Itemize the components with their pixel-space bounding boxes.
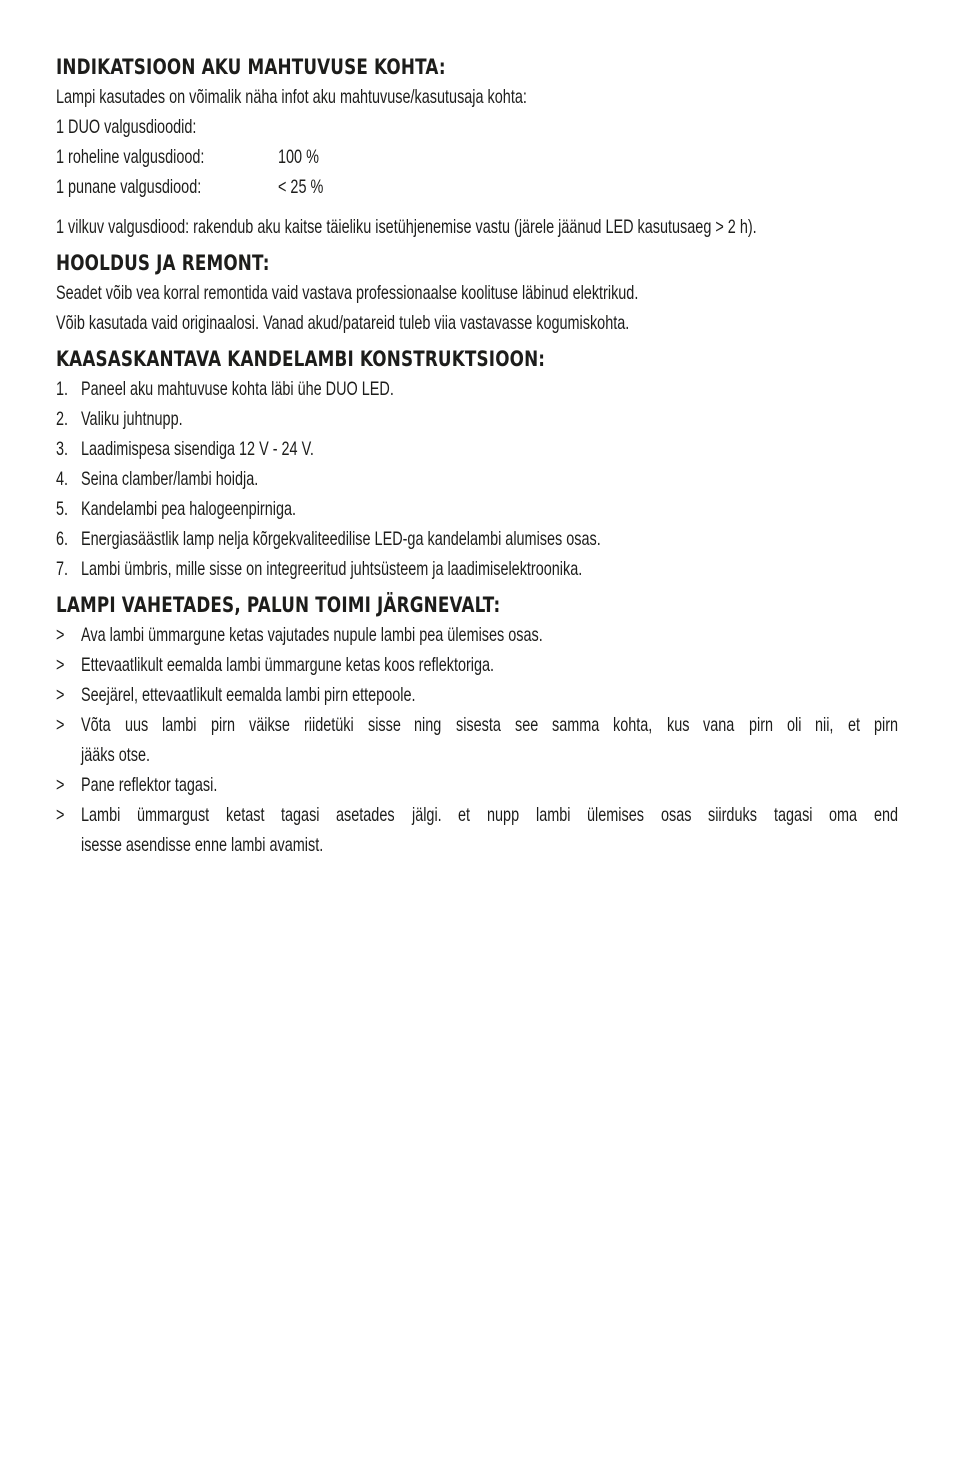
green-led-row [56, 142, 898, 172]
green-led-value: 100 % [278, 146, 319, 168]
list-item: 2. Valiku juhtnupp. [56, 408, 183, 430]
construction-list [56, 374, 898, 584]
justified-line: Lambi ümmargust ketast tagasi asetades jälgi. et nupp lambi ülemises osas siirduks tagasi oma end [81, 804, 898, 826]
justified-line: Võta uus lambi pirn väikse riidetüki sisse ning sisesta see samma kohta, kus vana pirn oli nii, et pirn [81, 714, 899, 736]
list-item: > Lambi ümmargust ketast tagasi asetades jälgi. et nupp lambi ülemises osas siirduks tagasi oma end isesse asendisse enne lambi avamist. [56, 800, 898, 860]
section-title-battery-indication: INDIKATSIOON AKU MAHTUVUSE KOHTA: [56, 55, 446, 79]
battery-intro-text: Lampi kasutades on võimalik näha infot aku mahtuvuse/kasutusaja kohta: [56, 86, 527, 108]
duo-led-label: 1 DUO valgusdioodid: [56, 116, 197, 138]
list-item: > Võta uus lambi pirn väikse riidetüki sisse ning sisesta see samma kohta, kus vana pirn oli nii, et pirn jääks otse. [56, 710, 898, 770]
document-page [56, 52, 898, 860]
section-title-construction: KAASASKANTAVA KANDELAMBI KONSTRUKTSIOON: [56, 347, 546, 371]
list-item: 1. Paneel aku mahtuvuse kohta läbi ühe DUO LED. [56, 378, 394, 400]
list-item: 7. Lambi ümbris, mille sisse on integreeritud juhtsüsteem ja laadimiselektroonika. [56, 558, 583, 580]
list-item: 6. Energiasäästlik lamp nelja kõrgekvaliteedilise LED-ga kandelambi alumises osas. [56, 528, 601, 550]
section-title-maintenance: HOOLDUS JA REMONT: [56, 251, 270, 275]
green-led-label: 1 roheline valgusdiood: [56, 146, 205, 168]
list-item: > Seejärel, ettevaatlikult eemalda lambi pirn ettepoole. [56, 684, 416, 706]
red-led-row [56, 172, 898, 202]
section-title-lamp-replacement: LAMPI VAHETADES, PALUN TOIMI JÄRGNEVALT: [56, 593, 501, 617]
list-item: > Ava lambi ümmargune ketas vajutades nupule lambi pea ülemises osas. [56, 624, 543, 646]
list-item: 3. Laadimispesa sisendiga 12 V - 24 V. [56, 438, 314, 460]
list-item: 4. Seina clamber/lambi hoidja. [56, 468, 259, 490]
list-item: > Pane reflektor tagasi. [56, 774, 218, 796]
replacement-list [56, 620, 898, 860]
list-item: 5. Kandelambi pea halogeenpirniga. [56, 498, 297, 520]
red-led-label: 1 punane valgusdiood: [56, 176, 202, 198]
list-item: > Ettevaatlikult eemalda lambi ümmargune ketas koos reflektoriga. [56, 654, 495, 676]
maintenance-line-2: Võib kasutada vaid originaalosi. Vanad akud/patareid tuleb viia vastavasse kogumiskohta. [56, 312, 630, 334]
red-led-value: < 25 % [278, 176, 324, 198]
maintenance-line-1: Seadet võib vea korral remontida vaid vastava professionaalse koolituse läbinud elektrikud. [56, 282, 639, 304]
blinking-led-text: 1 vilkuv valgusdiood: rakendub aku kaitse täieliku isetühjenemise vastu (järele jäänud LED kasutusaeg > 2 h). [56, 216, 757, 238]
